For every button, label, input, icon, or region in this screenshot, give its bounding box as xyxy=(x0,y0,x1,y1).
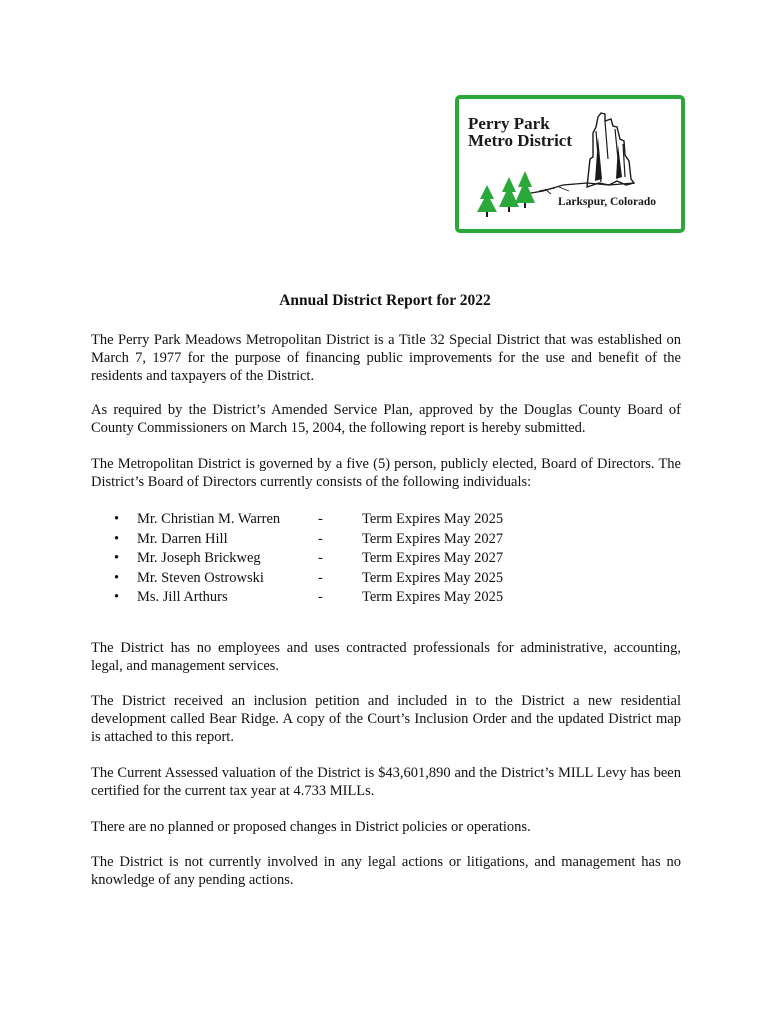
report-title: Annual District Report for 2022 xyxy=(279,292,491,309)
board-member-row xyxy=(114,530,534,550)
logo-title-line-2: Metro District xyxy=(468,131,572,150)
board-intro-paragraph: The Metropolitan District is governed by a five (5) person, publicly elected, Board of Directors. The District’s Board of Directors currently consists of the following individuals: xyxy=(91,456,681,490)
policy-changes-paragraph: There are no planned or proposed changes in District policies or operations. xyxy=(91,819,531,835)
valuation-paragraph: The Current Assessed valuation of the District is $43,601,890 and the District’s MILL Levy has been certified for the current tax year at 4.733 MILLs. xyxy=(91,765,681,799)
intro-paragraph: The Perry Park Meadows Metropolitan District is a Title 32 Special District that was established on March 7, 1977 for the purpose of financing public improvements for the use and benefit of the residents and taxpayers of the District. xyxy=(91,332,681,384)
member-separator: - xyxy=(318,530,323,547)
board-of-directors-list xyxy=(114,510,534,608)
member-term: Term Expires May 2027 xyxy=(362,550,504,566)
bullet-icon: • xyxy=(114,530,120,547)
employees-paragraph: The District has no employees and uses contracted professionals for administrative, accounting, legal, and management services. xyxy=(91,640,681,674)
logo-title-line-1: Perry Park xyxy=(468,114,550,133)
mountain-trees-icon xyxy=(459,99,681,229)
board-member-row xyxy=(114,549,534,569)
member-name: Mr. Christian M. Warren xyxy=(137,511,281,527)
board-member-row xyxy=(114,588,534,608)
board-member-row xyxy=(114,510,534,530)
board-member-row xyxy=(114,569,534,589)
legal-actions-paragraph: The District is not currently involved in any legal actions or litigations, and management has no knowledge of any pending actions. xyxy=(91,854,681,888)
logo-location: Larkspur, Colorado xyxy=(558,196,656,208)
member-separator: - xyxy=(318,550,323,566)
member-separator: - xyxy=(318,511,323,527)
member-term: Term Expires May 2027 xyxy=(362,530,504,547)
district-logo xyxy=(455,95,685,233)
member-term: Term Expires May 2025 xyxy=(362,589,504,605)
member-term: Term Expires May 2025 xyxy=(362,569,504,586)
bullet-icon: • xyxy=(114,511,120,527)
bullet-icon: • xyxy=(114,550,120,566)
bullet-icon: • xyxy=(114,569,120,586)
service-plan-paragraph: As required by the District’s Amended Service Plan, approved by the Douglas County Board of County Commissioners on March 15, 2004, the following report is hereby submitted. xyxy=(91,402,681,436)
member-name: Mr. Darren Hill xyxy=(137,530,228,547)
rock-formation-icon xyxy=(587,113,634,187)
inclusion-paragraph: The District received an inclusion petition and included in to the District a new residential development called Bear Ridge. A copy of the Court’s Inclusion Order and the updated District map is attached to this report. xyxy=(91,693,681,745)
member-separator: - xyxy=(318,589,323,605)
bullet-icon: • xyxy=(114,589,120,605)
member-name: Mr. Steven Ostrowski xyxy=(137,569,264,586)
member-name: Ms. Jill Arthurs xyxy=(137,589,228,605)
tree-icon xyxy=(477,171,535,212)
member-name: Mr. Joseph Brickweg xyxy=(137,550,261,566)
member-term: Term Expires May 2025 xyxy=(362,511,504,527)
member-separator: - xyxy=(318,569,323,586)
